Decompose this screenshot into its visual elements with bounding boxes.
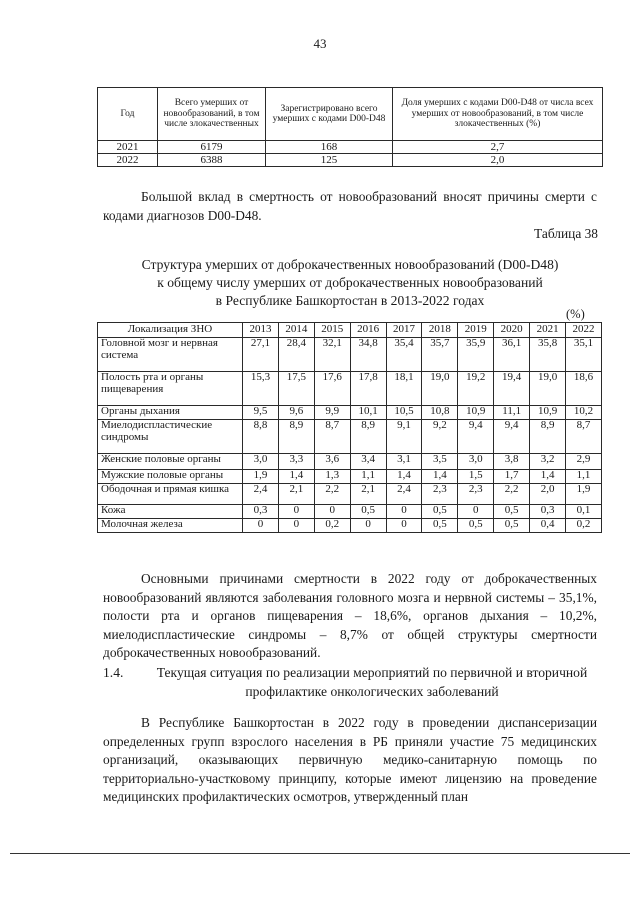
value-cell: 1,4	[278, 470, 314, 484]
header-cell: Локализация ЗНО	[98, 323, 243, 338]
localization-cell: Мужские половые органы	[98, 470, 243, 484]
value-cell: 1,5	[458, 470, 494, 484]
value-cell: 3,2	[530, 454, 566, 470]
value-cell: 3,5	[422, 454, 458, 470]
header-cell: 2017	[386, 323, 422, 338]
value-cell: 1,9	[566, 484, 602, 505]
header-cell: 2021	[530, 323, 566, 338]
value-cell: 19,4	[494, 372, 530, 406]
value-cell: 0,3	[530, 505, 566, 519]
value-cell: 17,5	[278, 372, 314, 406]
value-cell: 2,1	[278, 484, 314, 505]
value-cell: 9,1	[386, 420, 422, 454]
header-cell: 2013	[243, 323, 279, 338]
header-cell: 2014	[278, 323, 314, 338]
table-row	[98, 505, 602, 519]
value-cell: 1,4	[530, 470, 566, 484]
value-cell: 35,4	[386, 338, 422, 372]
value-cell: 3,0	[458, 454, 494, 470]
table-title-line-3: в Республике Башкортостан в 2013-2022 годах	[215, 293, 485, 308]
table-cell: 6179	[158, 141, 266, 154]
table-cell: 2,7	[393, 141, 603, 154]
header-cell: 2016	[350, 323, 386, 338]
table-row	[98, 406, 602, 420]
localization-cell: Ободочная и прямая кишка	[98, 484, 243, 505]
value-cell: 19,0	[530, 372, 566, 406]
value-cell: 0,5	[350, 505, 386, 519]
paragraph-main-causes: Основными причинами смертности в 2022 году от доброкачественных новообразований являются заболевания головного мозга и нервной системы – 35,1%, полости рта и органов пищеварения – 18,6%, органов дыхания – 10,2%, миелодиспластические синдромы – 8,7% от общей структуры смертности доброкачественных новообразований.	[103, 571, 597, 660]
value-cell: 9,6	[278, 406, 314, 420]
value-cell: 0,5	[494, 505, 530, 519]
value-cell: 0,5	[494, 519, 530, 533]
value-cell: 3,3	[278, 454, 314, 470]
header-cell: Доля умерших с кодами D00-D48 от числа всех умерших от новообразований, в том числе злокачественных (%)	[393, 88, 603, 141]
value-cell: 18,6	[566, 372, 602, 406]
table-row	[98, 454, 602, 470]
value-cell: 19,2	[458, 372, 494, 406]
bottom-rule	[10, 853, 630, 854]
value-cell: 0	[386, 519, 422, 533]
value-cell: 0,4	[530, 519, 566, 533]
value-cell: 1,3	[314, 470, 350, 484]
value-cell: 3,6	[314, 454, 350, 470]
value-cell: 9,4	[458, 420, 494, 454]
header-cell: Год	[98, 88, 158, 141]
table-cell: 168	[266, 141, 393, 154]
value-cell: 9,2	[422, 420, 458, 454]
table-header-row	[98, 323, 602, 338]
value-cell: 35,1	[566, 338, 602, 372]
table-row	[98, 484, 602, 505]
benign-neoplasm-structure-table	[97, 322, 602, 533]
table-label: Таблица 38	[534, 226, 598, 241]
value-cell: 34,8	[350, 338, 386, 372]
value-cell: 0	[278, 519, 314, 533]
value-cell: 10,2	[566, 406, 602, 420]
value-cell: 17,8	[350, 372, 386, 406]
value-cell: 0,2	[566, 519, 602, 533]
value-cell: 9,5	[243, 406, 279, 420]
table-row	[98, 470, 602, 484]
table-cell: 2021	[98, 141, 158, 154]
header-cell: Зарегистрировано всего умерших с кодами D00-D48	[266, 88, 393, 141]
value-cell: 35,9	[458, 338, 494, 372]
value-cell: 3,8	[494, 454, 530, 470]
table-title-line-1: Структура умерших от доброкачественных новообразований (D00-D48)	[141, 257, 559, 272]
value-cell: 32,1	[314, 338, 350, 372]
header-cell: 2015	[314, 323, 350, 338]
header-cell: 2022	[566, 323, 602, 338]
localization-cell: Головной мозг и нервная система	[98, 338, 243, 372]
table-row	[98, 519, 602, 533]
value-cell: 3,0	[243, 454, 279, 470]
table-cell: 2022	[98, 154, 158, 167]
value-cell: 10,1	[350, 406, 386, 420]
value-cell: 2,4	[386, 484, 422, 505]
value-cell: 27,1	[243, 338, 279, 372]
value-cell: 0,2	[314, 519, 350, 533]
table-row	[98, 154, 603, 167]
header-cell: 2018	[422, 323, 458, 338]
value-cell: 2,4	[243, 484, 279, 505]
section-title: Текущая ситуация по реализации мероприятий по первичной и вторичной профилактике онкологических заболеваний	[156, 665, 588, 699]
value-cell: 15,3	[243, 372, 279, 406]
table-title	[103, 256, 597, 310]
value-cell: 0	[386, 505, 422, 519]
value-cell: 0,5	[422, 519, 458, 533]
table-title-line-2: к общему числу умерших от доброкачественных новообразований	[157, 275, 543, 290]
value-cell: 0,3	[243, 505, 279, 519]
section-number: 1.4.	[103, 665, 124, 680]
value-cell: 2,2	[494, 484, 530, 505]
table-cell: 125	[266, 154, 393, 167]
value-cell: 0,5	[422, 505, 458, 519]
value-cell: 0,1	[566, 505, 602, 519]
value-cell: 0	[278, 505, 314, 519]
value-cell: 1,4	[386, 470, 422, 484]
localization-cell: Кожа	[98, 505, 243, 519]
value-cell: 1,1	[350, 470, 386, 484]
localization-cell: Молочная железа	[98, 519, 243, 533]
page-number: 43	[313, 36, 327, 51]
value-cell: 35,7	[422, 338, 458, 372]
value-cell: 0	[243, 519, 279, 533]
deaths-d00-d48-table	[97, 87, 603, 167]
table-cell: 6388	[158, 154, 266, 167]
table-row	[98, 420, 602, 454]
value-cell: 18,1	[386, 372, 422, 406]
value-cell: 8,7	[566, 420, 602, 454]
value-cell: 0	[314, 505, 350, 519]
value-cell: 9,9	[314, 406, 350, 420]
value-cell: 11,1	[494, 406, 530, 420]
value-cell: 10,5	[386, 406, 422, 420]
value-cell: 8,7	[314, 420, 350, 454]
value-cell: 10,9	[530, 406, 566, 420]
value-cell: 2,9	[566, 454, 602, 470]
paragraph-dispensary: В Республике Башкортостан в 2022 году в проведении диспансеризации определенных групп взрослого населения в РБ приняли участие 75 медицинских организаций, оказывающих первичную медико-санитарную помощь по территориально-участковому принципу, которые имеют лицензию на проведение медицинских профилактических осмотров, утвержденный план	[103, 715, 597, 804]
value-cell: 2,3	[458, 484, 494, 505]
value-cell: 0,5	[458, 519, 494, 533]
value-cell: 1,4	[422, 470, 458, 484]
value-cell: 2,2	[314, 484, 350, 505]
table-unit: (%)	[566, 307, 585, 321]
value-cell: 2,1	[350, 484, 386, 505]
paragraph-contribution: Большой вклад в смертность от новообразований вносят причины смерти с кодами диагнозов D00-D48.	[103, 189, 597, 223]
header-cell: 2019	[458, 323, 494, 338]
value-cell: 36,1	[494, 338, 530, 372]
header-cell: Всего умерших от новообразований, в том числе злокачественных	[158, 88, 266, 141]
value-cell: 8,9	[530, 420, 566, 454]
value-cell: 9,4	[494, 420, 530, 454]
header-cell: 2020	[494, 323, 530, 338]
table-row	[98, 141, 603, 154]
table-header-row	[98, 88, 603, 141]
value-cell: 3,4	[350, 454, 386, 470]
table-row	[98, 338, 602, 372]
value-cell: 3,1	[386, 454, 422, 470]
value-cell: 8,8	[243, 420, 279, 454]
value-cell: 2,3	[422, 484, 458, 505]
localization-cell: Органы дыхания	[98, 406, 243, 420]
value-cell: 17,6	[314, 372, 350, 406]
value-cell: 8,9	[350, 420, 386, 454]
value-cell: 28,4	[278, 338, 314, 372]
value-cell: 10,8	[422, 406, 458, 420]
localization-cell: Миелодиспластические синдромы	[98, 420, 243, 454]
value-cell: 19,0	[422, 372, 458, 406]
value-cell: 1,7	[494, 470, 530, 484]
value-cell: 8,9	[278, 420, 314, 454]
value-cell: 35,8	[530, 338, 566, 372]
table-row	[98, 372, 602, 406]
value-cell: 1,1	[566, 470, 602, 484]
localization-cell: Полость рта и органы пищеварения	[98, 372, 243, 406]
value-cell: 0	[458, 505, 494, 519]
table-cell: 2,0	[393, 154, 603, 167]
localization-cell: Женские половые органы	[98, 454, 243, 470]
value-cell: 0	[350, 519, 386, 533]
value-cell: 1,9	[243, 470, 279, 484]
section-heading	[103, 663, 597, 701]
value-cell: 2,0	[530, 484, 566, 505]
value-cell: 10,9	[458, 406, 494, 420]
